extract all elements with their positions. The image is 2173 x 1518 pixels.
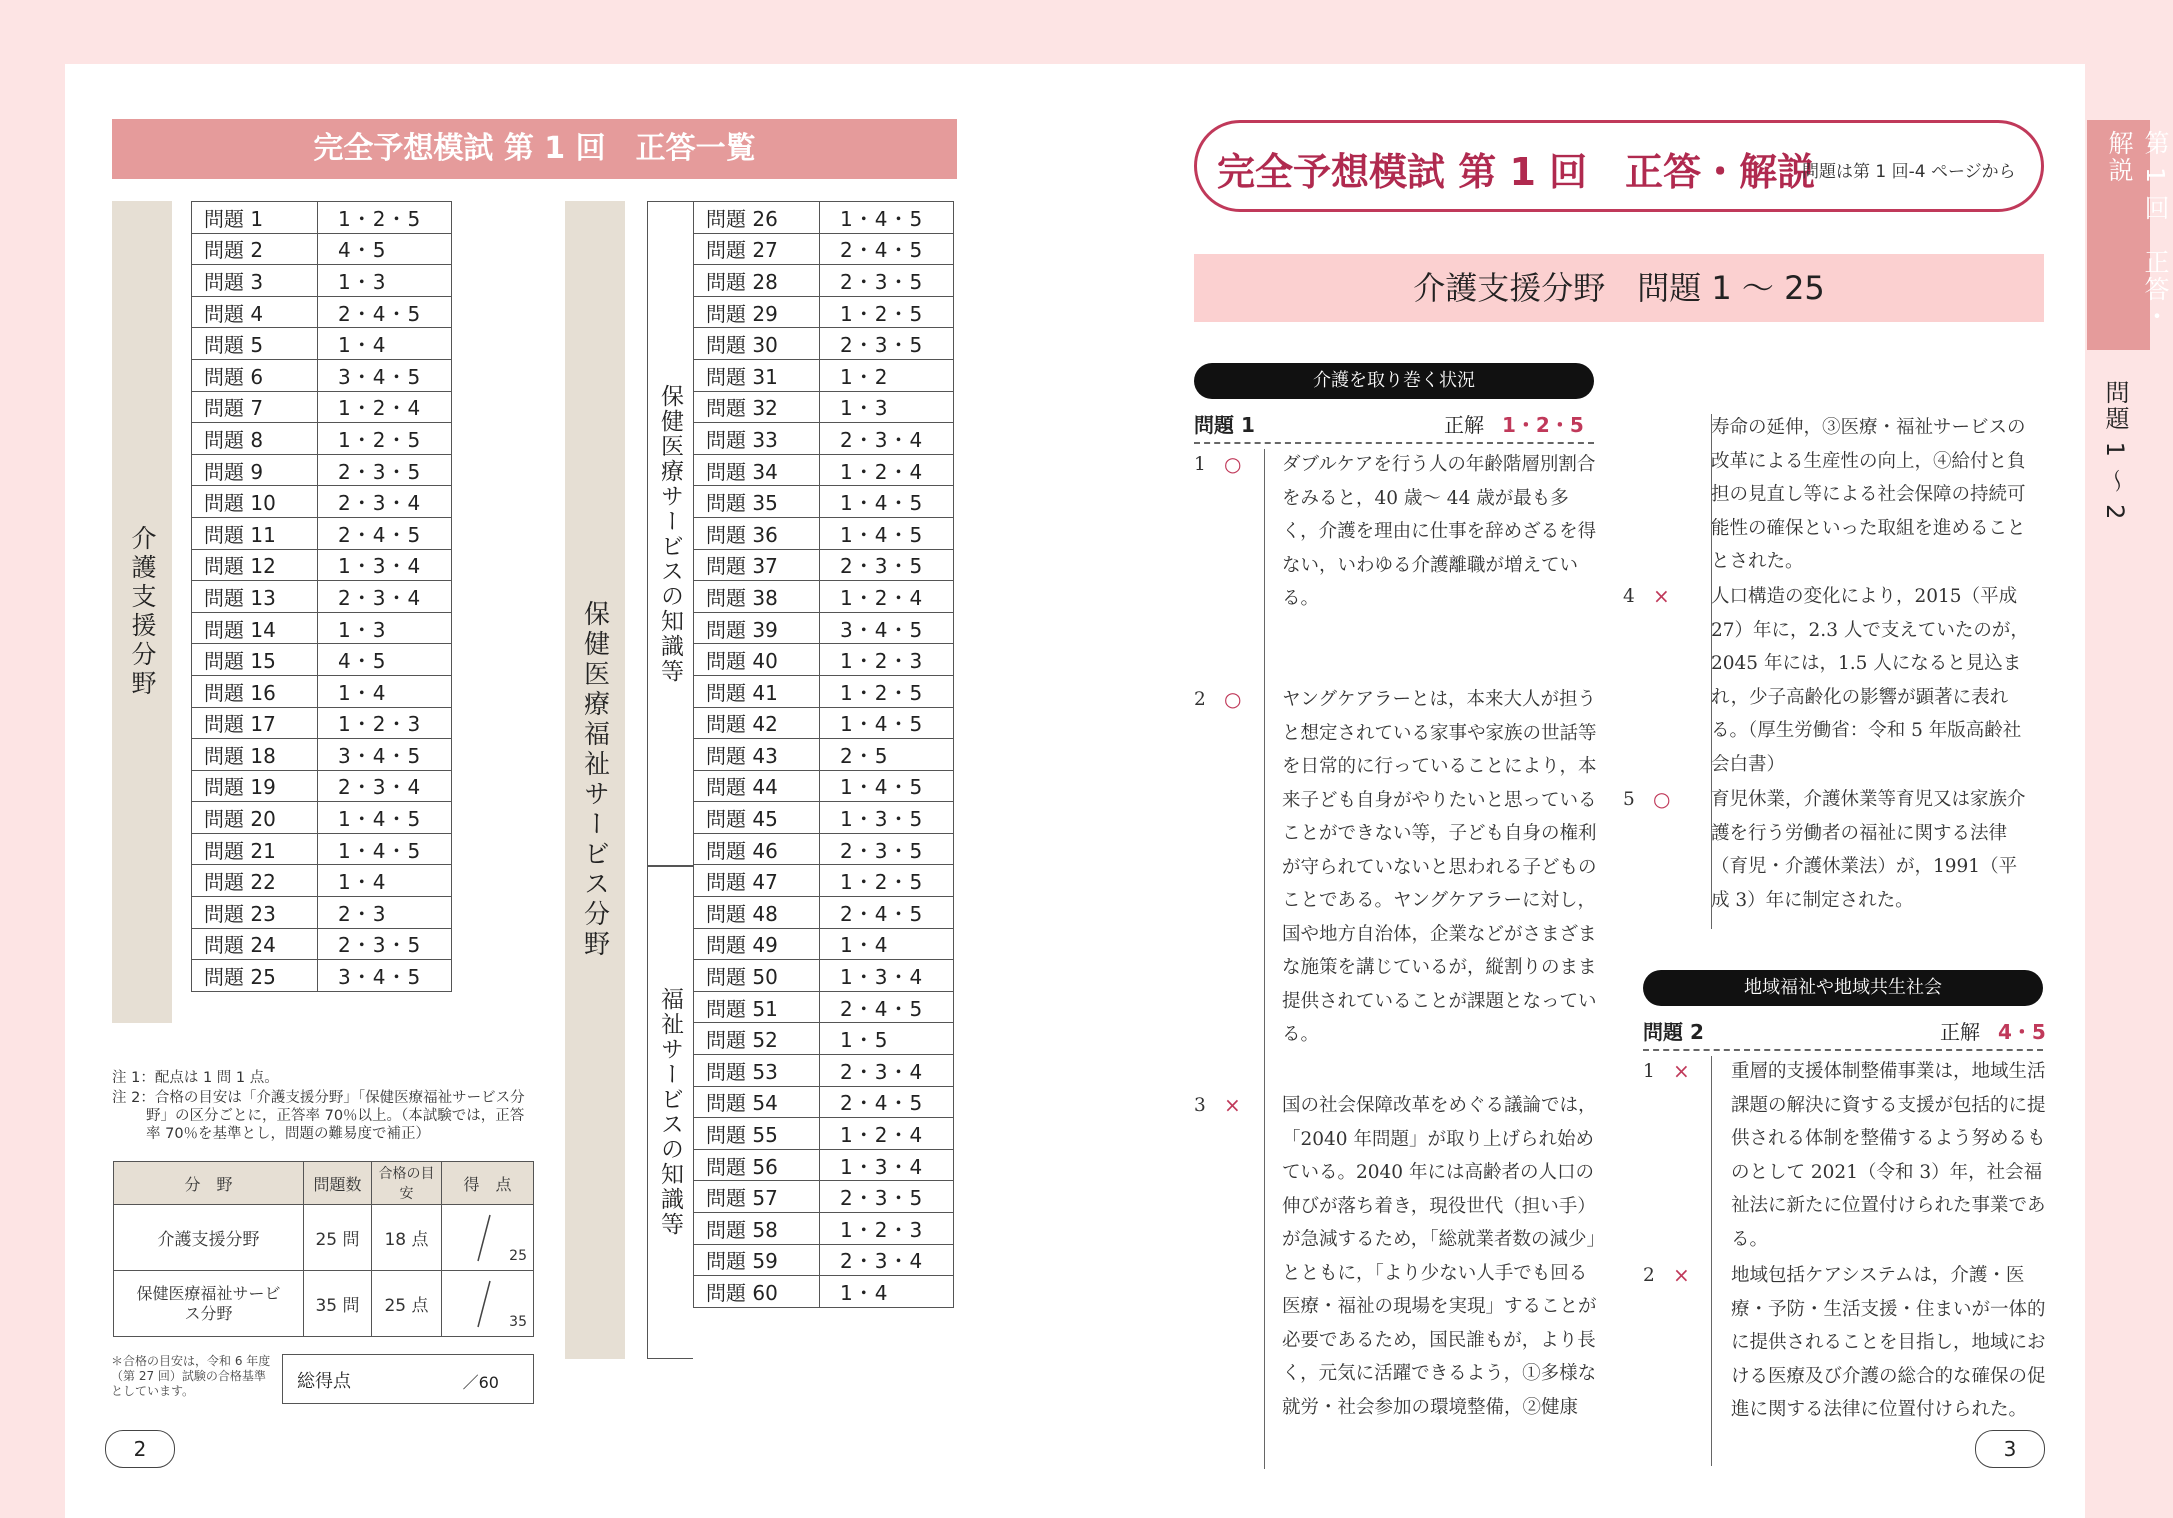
score-count: 25 問 [304, 1205, 372, 1271]
answer-row [694, 328, 954, 360]
section-band: 介護支援分野 問題 1 〜 25 [1194, 254, 2044, 322]
answer-row [694, 454, 954, 486]
question-number: 問題 32 [694, 391, 820, 423]
answer-row [192, 486, 452, 518]
question-number: 問題 21 [192, 833, 318, 865]
score-pass: 18 点 [372, 1205, 442, 1271]
answer-row [192, 675, 452, 707]
answer-row [694, 296, 954, 328]
correct-answer: 1・4・5 [318, 833, 452, 865]
question-number: 問題 50 [694, 960, 820, 992]
score-input[interactable] [442, 1205, 534, 1271]
item-text: 育児休業，介護休業等育児又は家族介護を行う労働者の福祉に関する法律（育児・介護休業法）が，1991（平成 3）年に制定された。 [1711, 789, 2026, 911]
correct-answer: 3・4・5 [318, 960, 452, 992]
score-table [113, 1161, 534, 1337]
correct-answer: 1・3・4 [318, 549, 452, 581]
correct-answer: 2・3・4 [820, 1244, 954, 1276]
page-number: 3 [1975, 1430, 2045, 1468]
q1-item-5 [1623, 783, 2033, 923]
item-mark: × [1673, 1059, 1690, 1083]
item-number: 1 [1194, 454, 1206, 475]
correct-answer: 1・4・5 [820, 202, 954, 234]
question-number: 問題 12 [192, 549, 318, 581]
item-number: 3 [1194, 1095, 1206, 1116]
correct-answer: 2・4・5 [820, 233, 954, 265]
question-number: 問題 1 [192, 202, 318, 234]
answer-row [694, 865, 954, 897]
correct-answer: 2・3・5 [820, 328, 954, 360]
question-number: 問題 57 [694, 1181, 820, 1213]
answer-row [694, 1276, 954, 1308]
item-mark: ○ [1224, 452, 1242, 476]
total-label: 総得点 [297, 1371, 351, 1392]
item-text: ヤングケアラーとは，本来大人が担うと想定されている家事や家族の世話等を日常的に行っていることにより，本来子ども自身がやりたいと思っていることができない等，子ども自身の権利が守られていないと思われる子どものことである。ヤングケアラーに対し，国や地方自治体，企業などがさまざまな施策を講じているが，縦割りのまま提供されていることが課題となっている。 [1282, 689, 1597, 1045]
correct-answer: 1・3 [318, 265, 452, 297]
correct-answer: 2・3・4 [318, 486, 452, 518]
correct-answer: 2・3・4 [318, 581, 452, 613]
score-denom: 25 [509, 1248, 527, 1264]
answer-list-header: 完全予想模試 第 1 回 正答一覧 [112, 119, 957, 179]
score-header-field: 分 野 [114, 1162, 304, 1205]
question-number: 問題 38 [694, 581, 820, 613]
correct-answer: 2・3 [318, 897, 452, 929]
correct-answer: 1・4 [318, 328, 452, 360]
side-tab-label: 第 1 回 正答・解説 [2105, 130, 2170, 330]
answer-row [694, 802, 954, 834]
question-number: 問題 58 [694, 1213, 820, 1245]
answer-row [192, 549, 452, 581]
question-number: 問題 7 [192, 391, 318, 423]
side-tab [2087, 120, 2170, 350]
item-number: 2 [1194, 689, 1206, 710]
page-number: 2 [105, 1430, 175, 1468]
total-denom: ／60 [462, 1373, 499, 1392]
answer-row [694, 1244, 954, 1276]
item-mark: × [1224, 1093, 1241, 1117]
question-number: 問題 41 [694, 675, 820, 707]
correct-answer: 1・2・3 [820, 644, 954, 676]
question-number: 問題 33 [694, 423, 820, 455]
answer-row [694, 897, 954, 929]
slash-icon [452, 1213, 492, 1263]
answer-row [694, 581, 954, 613]
item-text: 寿命の延伸，③医療・福祉サービスの改革による生産性の向上，④給付と負担の見直し等による社会保障の持続可能性の確保といった取組を進めることとされた。 [1711, 417, 2026, 572]
answer-row [694, 991, 954, 1023]
question-number: 問題 47 [694, 865, 820, 897]
correct-answer: 1・4・5 [820, 486, 954, 518]
question-number: 問題 9 [192, 454, 318, 486]
section-b-band [565, 201, 625, 1359]
correct-answer: 1・4・5 [820, 517, 954, 549]
question-number: 問題 37 [694, 549, 820, 581]
question-number: 問題 31 [694, 359, 820, 391]
answer-row [694, 233, 954, 265]
q1-continued [1623, 411, 2033, 581]
answer-row [694, 423, 954, 455]
correct-answer: 2・3・4 [820, 423, 954, 455]
correct-answer: 4・5 [318, 233, 452, 265]
question-number: 問題 3 [192, 265, 318, 297]
correct-answer: 1・2・5 [318, 202, 452, 234]
section-b2-band [647, 865, 693, 1359]
correct-answer: 1・2・4 [820, 1118, 954, 1150]
correct-answer: 2・3・5 [820, 833, 954, 865]
q2-answer: 4・5 [1998, 1020, 2046, 1044]
correct-answer: 1・2・3 [820, 1213, 954, 1245]
answer-row [694, 644, 954, 676]
answer-row [694, 517, 954, 549]
topic-pill-2: 地域福祉や地域共生社会 [1643, 970, 2043, 1006]
correct-answer: 2・4・5 [820, 897, 954, 929]
answer-row [192, 865, 452, 897]
section-a-band [112, 201, 172, 1023]
answer-row [694, 391, 954, 423]
score-field: 保健医療福祉サービス分野 [114, 1271, 304, 1337]
answer-table-b [693, 201, 954, 1308]
correct-answer: 1・4・5 [318, 802, 452, 834]
answer-row [192, 296, 452, 328]
question-number: 問題 46 [694, 833, 820, 865]
correct-answer: 1・2・5 [820, 296, 954, 328]
question-number: 問題 18 [192, 739, 318, 771]
question-number: 問題 20 [192, 802, 318, 834]
section-a-label: 介護支援分野 [128, 525, 157, 699]
score-field: 介護支援分野 [114, 1205, 304, 1271]
note-2: 注 2：合格の目安は「介護支援分野」「保健医療福祉サービス分野」の区分ごとに，正答率 70％以上。（本試験では，正答率 70％を基準とし，問題の難易度で補正） [112, 1090, 525, 1142]
correct-answer: 1・4 [820, 928, 954, 960]
note-1: 注 1：配点は 1 問 1 点。 [112, 1070, 279, 1086]
correct-answer: 1・2・3 [318, 707, 452, 739]
correct-answer: 2・4・5 [820, 991, 954, 1023]
answer-row [192, 802, 452, 834]
answer-table-a [191, 201, 452, 992]
answer-row [694, 1086, 954, 1118]
question-number: 問題 23 [192, 897, 318, 929]
item-number: 2 [1643, 1265, 1655, 1286]
explanation-title-box [1194, 120, 2044, 212]
question-number: 問題 52 [694, 1023, 820, 1055]
right-page [1075, 64, 2085, 1518]
q1-answer-label: 正解 [1444, 413, 1484, 437]
item-text: 重層的支援体制整備事業は，地域生活課題の解決に資する支援が包括的に提供される体制を整備するよう努めるものとして 2021（令和 3）年，社会福祉法に新たに位置付けられた事業である。 [1731, 1061, 2046, 1250]
correct-answer: 2・3・4 [318, 770, 452, 802]
q1-item-3 [1194, 1089, 1604, 1469]
item-mark: ○ [1653, 787, 1671, 811]
answer-row [694, 202, 954, 234]
correct-answer: 1・2・5 [318, 423, 452, 455]
question-number: 問題 30 [694, 328, 820, 360]
answer-row [192, 517, 452, 549]
question-number: 問題 54 [694, 1086, 820, 1118]
correct-answer: 3・4・5 [318, 359, 452, 391]
slash-icon [452, 1279, 492, 1329]
answer-row [192, 391, 452, 423]
correct-answer: 2・4・5 [318, 517, 452, 549]
q1-header [1194, 409, 1594, 439]
question-number: 問題 40 [694, 644, 820, 676]
answer-row [694, 1055, 954, 1087]
question-number: 問題 8 [192, 423, 318, 455]
correct-answer: 2・4・5 [318, 296, 452, 328]
item-mark: × [1673, 1263, 1690, 1287]
question-number: 問題 56 [694, 1149, 820, 1181]
pass-footnote: ＊合格の目安は，令和 6 年度（第 27 回）試験の合格基準としています。 [111, 1354, 271, 1398]
item-mark: × [1653, 584, 1670, 608]
question-number: 問題 26 [694, 202, 820, 234]
question-number: 問題 25 [192, 960, 318, 992]
question-number: 問題 11 [192, 517, 318, 549]
answer-row [694, 770, 954, 802]
correct-answer: 1・2・4 [318, 391, 452, 423]
answer-row [192, 833, 452, 865]
correct-answer: 3・4・5 [318, 739, 452, 771]
q1-item-2 [1194, 683, 1604, 1083]
correct-answer: 1・2 [820, 359, 954, 391]
answer-row [694, 1149, 954, 1181]
question-number: 問題 2 [192, 233, 318, 265]
left-page [65, 64, 1075, 1518]
score-header-count: 問題数 [304, 1162, 372, 1205]
answer-row [192, 359, 452, 391]
notes [112, 1069, 612, 1145]
correct-answer: 2・3・5 [318, 928, 452, 960]
answer-row [694, 265, 954, 297]
answer-row [192, 897, 452, 929]
question-number: 問題 42 [694, 707, 820, 739]
question-number: 問題 59 [694, 1244, 820, 1276]
question-number: 問題 35 [694, 486, 820, 518]
question-number: 問題 55 [694, 1118, 820, 1150]
answer-row [694, 359, 954, 391]
correct-answer: 1・3・4 [820, 1149, 954, 1181]
answer-row [192, 707, 452, 739]
answer-row [192, 423, 452, 455]
q2-header [1643, 1016, 2046, 1046]
answer-row [694, 486, 954, 518]
answer-row [192, 581, 452, 613]
explanation-subtitle: 問題は第 1 回-4 ページから [1802, 162, 2016, 182]
score-header-pass: 合格の目安 [372, 1162, 442, 1205]
correct-answer: 1・4 [318, 675, 452, 707]
question-number: 問題 29 [694, 296, 820, 328]
q1-item-1 [1194, 448, 1604, 618]
correct-answer: 2・3・5 [820, 1181, 954, 1213]
correct-answer: 4・5 [318, 644, 452, 676]
question-number: 問題 36 [694, 517, 820, 549]
correct-answer: 2・3・4 [820, 1055, 954, 1087]
section-b-label: 保健医療福祉サービス分野 [579, 600, 610, 960]
total-score-box[interactable] [282, 1354, 534, 1404]
question-number: 問題 43 [694, 739, 820, 771]
side-sub-label: 問題 1 〜 2 [2101, 380, 2129, 522]
answer-row [192, 644, 452, 676]
question-number: 問題 10 [192, 486, 318, 518]
answer-row [192, 265, 452, 297]
question-number: 問題 13 [192, 581, 318, 613]
question-number: 問題 53 [694, 1055, 820, 1087]
answer-row [694, 739, 954, 771]
correct-answer: 2・4・5 [820, 1086, 954, 1118]
question-number: 問題 49 [694, 928, 820, 960]
q2-answer-label: 正解 [1940, 1020, 1980, 1044]
answer-row [192, 612, 452, 644]
question-number: 問題 22 [192, 865, 318, 897]
divider [1194, 442, 1594, 444]
q2-label: 問題 2 [1643, 1020, 1704, 1044]
answer-row [694, 960, 954, 992]
correct-answer: 2・3・5 [820, 265, 954, 297]
question-number: 問題 6 [192, 359, 318, 391]
item-number: 4 [1623, 586, 1635, 607]
correct-answer: 2・3・5 [820, 549, 954, 581]
correct-answer: 1・4・5 [820, 707, 954, 739]
correct-answer: 3・4・5 [820, 612, 954, 644]
answer-row [192, 739, 452, 771]
question-number: 問題 44 [694, 770, 820, 802]
q1-item-4 [1623, 580, 2033, 780]
correct-answer: 1・4 [318, 865, 452, 897]
question-number: 問題 14 [192, 612, 318, 644]
answer-row [192, 454, 452, 486]
item-text: 国の社会保障改革をめぐる議論では，「2040 年問題」が取り上げられ始めている。2040 年には高齢者の人口の伸びが落ち着き，現役世代（担い手）が急減するため，「総就業者数の減少」とともに，「より少ない人手でも回る医療・福祉の現場を実現」することが必要であるため，国民誰もが，より長く，元気に活躍できるよう，①多様な就労・社会参加の環境整備，②健康 [1282, 1095, 1597, 1418]
answer-row [694, 1118, 954, 1150]
answer-row [694, 1181, 954, 1213]
question-number: 問題 48 [694, 897, 820, 929]
question-number: 問題 60 [694, 1276, 820, 1308]
correct-answer: 1・3・4 [820, 960, 954, 992]
answer-row [694, 707, 954, 739]
correct-answer: 1・5 [820, 1023, 954, 1055]
question-number: 問題 15 [192, 644, 318, 676]
correct-answer: 1・2・4 [820, 581, 954, 613]
question-number: 問題 28 [694, 265, 820, 297]
answer-row [694, 1213, 954, 1245]
correct-answer: 1・3・5 [820, 802, 954, 834]
score-header-score: 得 点 [442, 1162, 534, 1205]
answer-row [192, 960, 452, 992]
item-text: 地域包括ケアシステムは，介護・医療・予防・生活支援・住まいが一体的に提供されることを目指し，地域における医療及び介護の総合的な確保の促進に関する法律に位置付けられた。 [1731, 1265, 2046, 1420]
answer-row [694, 1023, 954, 1055]
answer-row [192, 233, 452, 265]
correct-answer: 1・2・5 [820, 675, 954, 707]
correct-answer: 1・4・5 [820, 770, 954, 802]
answer-row [192, 928, 452, 960]
item-mark: ○ [1224, 687, 1242, 711]
question-number: 問題 5 [192, 328, 318, 360]
score-denom: 35 [509, 1314, 527, 1330]
correct-answer: 1・4 [820, 1276, 954, 1308]
correct-answer: 1・2・5 [820, 865, 954, 897]
question-number: 問題 27 [694, 233, 820, 265]
question-number: 問題 39 [694, 612, 820, 644]
score-input[interactable] [442, 1271, 534, 1337]
answer-row [694, 612, 954, 644]
item-number: 1 [1643, 1061, 1655, 1082]
correct-answer: 2・3・5 [318, 454, 452, 486]
question-number: 問題 51 [694, 991, 820, 1023]
question-number: 問題 24 [192, 928, 318, 960]
question-number: 問題 4 [192, 296, 318, 328]
item-number: 5 [1623, 789, 1635, 810]
answer-row [694, 928, 954, 960]
explanation-title: 完全予想模試 第 1 回 正答・解説 [1217, 150, 1816, 194]
answer-row [694, 675, 954, 707]
item-text: ダブルケアを行う人の年齢階層別割合をみると，40 歳〜 44 歳が最も多く，介護を理由に仕事を辞めざるを得ない，いわゆる介護離職が増えている。 [1282, 454, 1597, 609]
question-number: 問題 17 [192, 707, 318, 739]
answer-row [192, 328, 452, 360]
score-count: 35 問 [304, 1271, 372, 1337]
divider [1643, 1049, 2043, 1051]
topic-pill-1: 介護を取り巻く状況 [1194, 363, 1594, 399]
item-text: 人口構造の変化により，2015（平成 27）年に，2.3 人で支えていたのが，2045 年には，1.5 人になると見込まれ，少子高齢化の影響が顕著に表れる。（厚生労働省：令和 5 年版高齢社会白書） [1711, 586, 2029, 775]
q1-label: 問題 1 [1194, 413, 1255, 437]
answer-row [192, 202, 452, 234]
question-number: 問題 45 [694, 802, 820, 834]
correct-answer: 1・2・4 [820, 454, 954, 486]
section-b1-label: 保健医療サービスの知識等 [657, 384, 683, 684]
score-pass: 25 点 [372, 1271, 442, 1337]
answer-row [192, 770, 452, 802]
question-number: 問題 34 [694, 454, 820, 486]
question-number: 問題 16 [192, 675, 318, 707]
correct-answer: 2・5 [820, 739, 954, 771]
question-number: 問題 19 [192, 770, 318, 802]
correct-answer: 1・3 [318, 612, 452, 644]
answer-row [694, 549, 954, 581]
q1-answer: 1・2・5 [1502, 413, 1584, 437]
answer-row [694, 833, 954, 865]
section-b1-band [647, 201, 693, 867]
q2-item-1 [1643, 1055, 2053, 1255]
section-b2-label: 福祉サービスの知識等 [657, 987, 683, 1237]
correct-answer: 1・3 [820, 391, 954, 423]
